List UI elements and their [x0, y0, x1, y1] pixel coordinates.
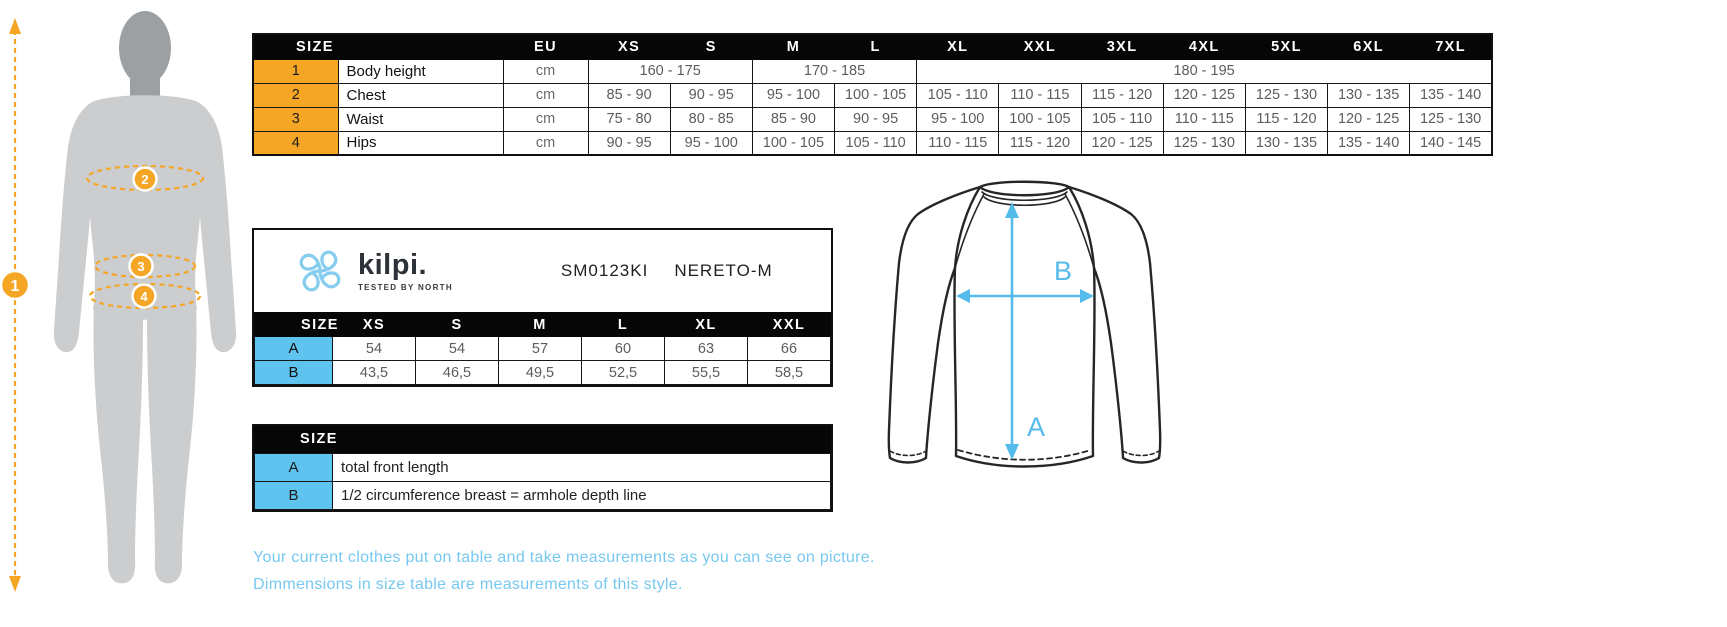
dimension-value: 49,5 — [499, 361, 582, 385]
range-value: 110 - 115 — [999, 83, 1081, 107]
size-column-header: 3XL — [1081, 34, 1163, 59]
dimension-value: 54 — [416, 337, 499, 361]
row-number: 4 — [253, 131, 338, 155]
figure-head — [119, 11, 171, 85]
row-unit: cm — [503, 131, 588, 155]
product-size-title: SIZE — [255, 313, 333, 337]
brand-name: kilpi. — [358, 248, 428, 281]
size-table-body — [253, 59, 1492, 155]
size-table-row — [253, 131, 1492, 155]
note-line-1: Your current clothes put on table and take measurements as you can see on picture. — [253, 549, 875, 566]
shirt-illustration — [872, 158, 1177, 493]
measurement-legend-box — [252, 424, 833, 512]
product-size-box — [252, 228, 833, 387]
dimension-value: 54 — [333, 337, 416, 361]
row-unit: cm — [503, 59, 588, 83]
figure-left-leg — [93, 302, 143, 583]
legend-table — [254, 453, 831, 510]
legend-row — [255, 482, 831, 510]
range-value: 105 - 110 — [1081, 107, 1163, 131]
shirt-label-b: B — [1054, 256, 1073, 286]
brand-tagline: TESTED BY NORTH — [358, 282, 453, 292]
measurement-notes — [253, 544, 875, 598]
legend-key: A — [255, 454, 333, 482]
range-value: 85 - 90 — [752, 107, 834, 131]
dimension-key: A — [255, 337, 333, 361]
row-number: 3 — [253, 107, 338, 131]
size-column-header: XXL — [999, 34, 1081, 59]
range-value: 135 - 140 — [1410, 83, 1492, 107]
size-table-row — [253, 83, 1492, 107]
dimension-value: 57 — [499, 337, 582, 361]
merged-range-value: 180 - 195 — [917, 59, 1492, 83]
dimension-value: 52,5 — [582, 361, 665, 385]
range-value: 105 - 110 — [835, 131, 917, 155]
size-table-row — [253, 107, 1492, 131]
dimension-value: 66 — [748, 337, 831, 361]
range-value: 90 - 95 — [588, 131, 670, 155]
range-value: 100 - 105 — [999, 107, 1081, 131]
row-label: Body height — [338, 59, 503, 83]
dimension-value: 43,5 — [333, 361, 416, 385]
product-size-column-header: L — [582, 313, 665, 337]
legend-key: B — [255, 482, 333, 510]
size-table-row — [253, 59, 1492, 83]
row-number: 2 — [253, 83, 338, 107]
figure-right-leg — [147, 302, 197, 583]
range-value: 100 - 105 — [752, 131, 834, 155]
product-table-row — [255, 361, 831, 385]
range-value: 95 - 100 — [917, 107, 999, 131]
range-value: 120 - 125 — [1328, 107, 1410, 131]
range-value: 115 - 120 — [1081, 83, 1163, 107]
svg-text:4: 4 — [140, 289, 148, 304]
row-label: Chest — [338, 83, 503, 107]
size-table-title: SIZE — [253, 34, 503, 59]
svg-text:2: 2 — [141, 172, 149, 187]
size-column-header: XL — [917, 34, 999, 59]
product-table-row — [255, 337, 831, 361]
product-table-header-row — [255, 313, 831, 337]
range-value: 130 - 135 — [1328, 83, 1410, 107]
dimension-value: 58,5 — [748, 361, 831, 385]
product-header — [254, 230, 831, 312]
range-value: 140 - 145 — [1410, 131, 1492, 155]
merged-range-value: 170 - 185 — [752, 59, 916, 83]
legend-description: 1/2 circumference breast = armhole depth line — [333, 482, 831, 510]
dimension-value: 60 — [582, 337, 665, 361]
shirt-label-a: A — [1027, 412, 1046, 442]
row-label: Waist — [338, 107, 503, 131]
size-column-header: 5XL — [1245, 34, 1327, 59]
product-size-column-header: XS — [333, 313, 416, 337]
legend-description: total front length — [333, 454, 831, 482]
dimension-value: 46,5 — [416, 361, 499, 385]
range-value: 125 - 130 — [1410, 107, 1492, 131]
size-column-header: S — [670, 34, 752, 59]
product-name: NERETO-M — [674, 261, 773, 280]
legend-table-body — [255, 454, 831, 510]
product-size-column-header: S — [416, 313, 499, 337]
range-value: 120 - 125 — [1081, 131, 1163, 155]
marker-3 — [130, 255, 153, 278]
shirt-body — [954, 182, 1094, 467]
shirt-outline — [889, 182, 1160, 467]
height-measure-line — [9, 18, 21, 592]
merged-range-value: 160 - 175 — [588, 59, 752, 83]
range-value: 110 - 115 — [917, 131, 999, 155]
size-column-header: M — [752, 34, 834, 59]
row-number: 1 — [253, 59, 338, 83]
range-value: 135 - 140 — [1328, 131, 1410, 155]
dimension-key: B — [255, 361, 333, 385]
range-value: 120 - 125 — [1163, 83, 1245, 107]
range-value: 115 - 120 — [1245, 107, 1327, 131]
range-value: 75 - 80 — [588, 107, 670, 131]
range-value: 110 - 115 — [1163, 107, 1245, 131]
range-value: 125 - 130 — [1163, 131, 1245, 155]
figure-left-arm — [54, 102, 93, 352]
brand-block — [358, 248, 453, 292]
size-column-header: 7XL — [1410, 34, 1492, 59]
kilpi-logo-icon — [292, 244, 348, 298]
row-label: Hips — [338, 131, 503, 155]
product-size-column-header: XXL — [748, 313, 831, 337]
svg-text:1: 1 — [10, 278, 20, 295]
range-value: 90 - 95 — [670, 83, 752, 107]
height-arrow-down-icon — [9, 576, 21, 592]
product-size-column-header: M — [499, 313, 582, 337]
body-measurement-figure — [0, 2, 252, 602]
range-value: 85 - 90 — [588, 83, 670, 107]
range-value: 130 - 135 — [1245, 131, 1327, 155]
product-size-table — [254, 312, 831, 385]
range-value: 100 - 105 — [835, 83, 917, 107]
range-value: 95 - 100 — [670, 131, 752, 155]
row-unit: cm — [503, 107, 588, 131]
unit-column-header: EU — [503, 34, 588, 59]
size-column-header: XS — [588, 34, 670, 59]
figure-right-arm — [197, 102, 236, 352]
range-value: 105 - 110 — [917, 83, 999, 107]
dimension-value: 55,5 — [665, 361, 748, 385]
range-value: 95 - 100 — [752, 83, 834, 107]
svg-text:3: 3 — [137, 259, 145, 274]
legend-header: SIZE — [254, 426, 831, 453]
size-table-header-row — [253, 34, 1492, 59]
note-line-2: Dimmensions in size table are measurements of this style. — [253, 576, 683, 593]
marker-1 — [1, 271, 29, 299]
height-arrow-up-icon — [9, 18, 21, 34]
range-value: 80 - 85 — [670, 107, 752, 131]
range-value: 90 - 95 — [835, 107, 917, 131]
marker-2 — [134, 168, 157, 191]
marker-4 — [133, 285, 156, 308]
dimension-value: 63 — [665, 337, 748, 361]
general-size-table — [252, 33, 1493, 156]
size-column-header: 6XL — [1328, 34, 1410, 59]
size-column-header: L — [835, 34, 917, 59]
legend-row — [255, 454, 831, 482]
product-code: SM0123KI — [560, 261, 649, 280]
product-size-column-header: XL — [665, 313, 748, 337]
product-table-body — [255, 337, 831, 385]
size-column-header: 4XL — [1163, 34, 1245, 59]
range-value: 125 - 130 — [1245, 83, 1327, 107]
row-unit: cm — [503, 83, 588, 107]
range-value: 115 - 120 — [999, 131, 1081, 155]
